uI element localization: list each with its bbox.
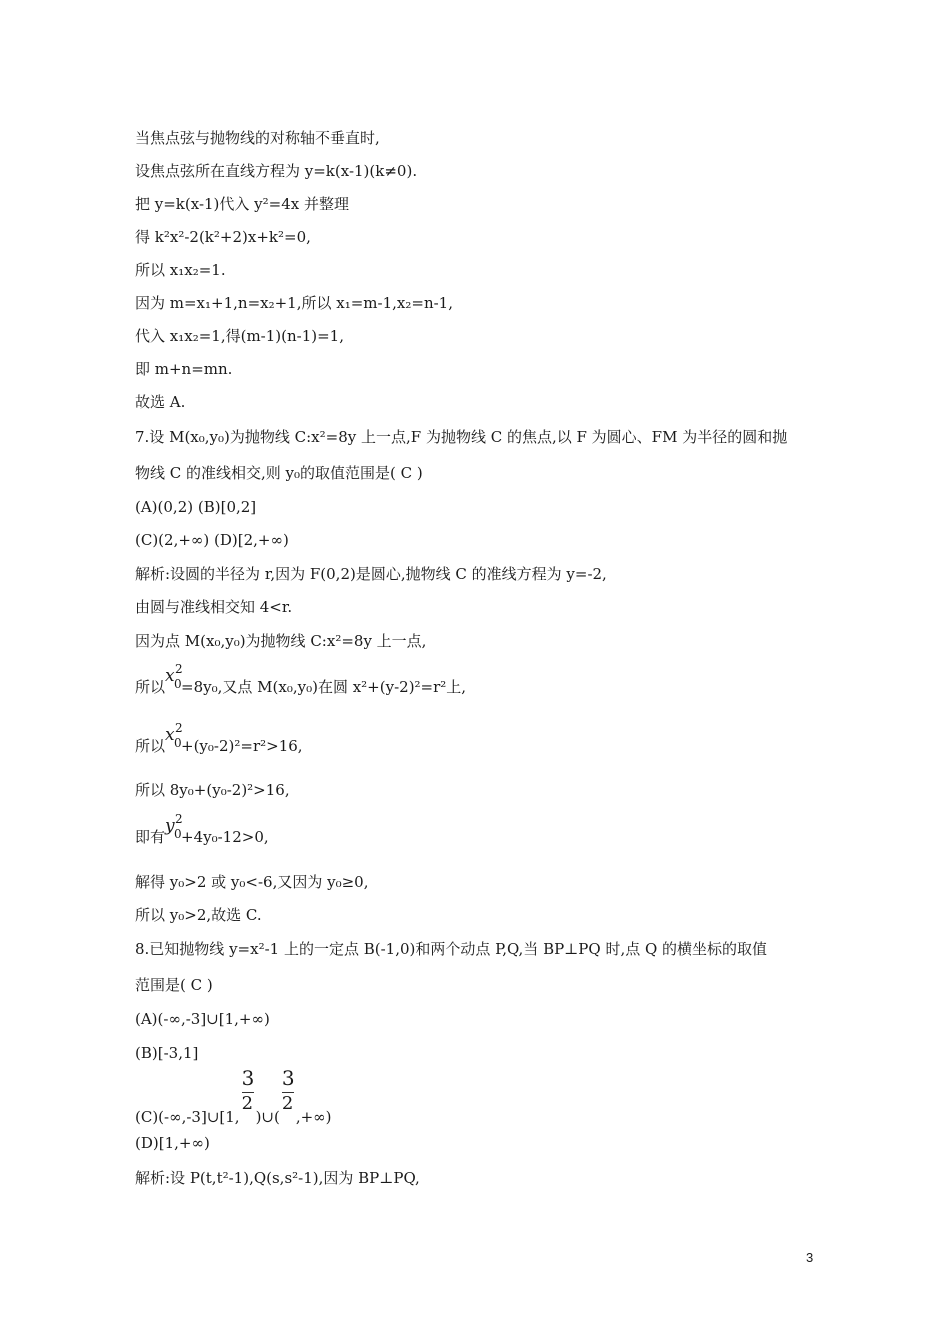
solution-line: 由圆与准线相交知 4<r. [135,598,293,616]
fraction-3-over-2: $\frac{3}{2}$ [281,1066,295,1114]
text-line: 把 y=k(x-1)代入 y²=4x 并整理 [135,195,350,213]
math-x0-squared: x 2 0 [165,721,183,750]
question-7-stem: 7.设 M(x₀,y₀)为抛物线 C:x²=8y 上一点,F 为抛物线 C 的焦点,以 F 为圆心、FM 为半径的圆和抛 [135,428,788,446]
text-fragment: (C)(-∞,-3]∪[1, [135,1108,240,1126]
solution-line: 解析:设圆的半径为 r,因为 F(0,2)是圆心,抛物线 C 的准线方程为 y=-2, [135,565,607,583]
question-8-option-a: (A)(-∞,-3]∪[1,+∞) [135,1010,270,1028]
math-x0-squared: x 2 0 [165,662,183,691]
text-line: 得 k²x²-2(k²+2)x+k²=0, [135,228,311,246]
question-8-option-b: (B)[-3,1] [135,1044,199,1062]
solution-line: 解析:设 P(t,t²-1),Q(s,s²-1),因为 BP⊥PQ, [135,1169,420,1187]
fraction-3-over-2: $\frac{3}{2}$ [241,1066,255,1114]
solution-line: 解得 y₀>2 或 y₀<-6,又因为 y₀≥0, [135,873,369,891]
text-line: 设焦点弦所在直线方程为 y=k(x-1)(k≠0). [135,162,418,180]
solution-line: 因为点 M(x₀,y₀)为抛物线 C:x²=8y 上一点, [135,632,427,650]
question-7-options-cd: (C)(2,+∞) (D)[2,+∞) [135,531,289,549]
text-line: 当焦点弦与抛物线的对称轴不垂直时, [135,129,380,147]
text-line: 故选 A. [135,393,186,411]
text-fragment: +4y₀-12>0, [181,828,269,846]
solution-line-formula [135,721,303,756]
question-7-stem-cont: 物线 C 的准线相交,则 y₀的取值范围是( C ) [135,464,423,482]
question-7-options-ab: (A)(0,2) (B)[0,2] [135,498,257,516]
text-fragment: 所以 [135,678,166,696]
text-fragment: ,+∞) [295,1108,332,1126]
question-8-stem: 8.已知抛物线 y=x²-1 上的一定点 B(-1,0)和两个动点 P,Q,当 BP⊥PQ 时,点 Q 的横坐标的取值 [135,940,768,958]
text-line: 即 m+n=mn. [135,360,233,378]
math-y0-squared: y 2 0 [165,812,183,841]
solution-line-formula [135,662,467,697]
text-fragment: 即有 [135,828,166,846]
question-8-option-d: (D)[1,+∞) [135,1134,210,1152]
text-line: 代入 x₁x₂=1,得(m-1)(n-1)=1, [135,327,344,345]
solution-line: 所以 y₀>2,故选 C. [135,906,262,924]
question-8-stem-cont: 范围是( C ) [135,976,213,994]
text-fragment: 所以 [135,737,166,755]
text-line: 因为 m=x₁+1,n=x₂+1,所以 x₁=m-1,x₂=n-1, [135,294,453,312]
text-fragment: +(y₀-2)²=r²>16, [181,737,303,755]
text-fragment: =8y₀,又点 M(x₀,y₀)在圆 x²+(y-2)²=r²上, [181,678,467,696]
question-8-option-c [135,1066,332,1127]
solution-line: 所以 8y₀+(y₀-2)²>16, [135,781,290,799]
text-line: 所以 x₁x₂=1. [135,261,226,279]
solution-line-formula [135,812,269,847]
text-fragment: )∪( [255,1108,280,1126]
page-number: 3 [806,1250,814,1265]
